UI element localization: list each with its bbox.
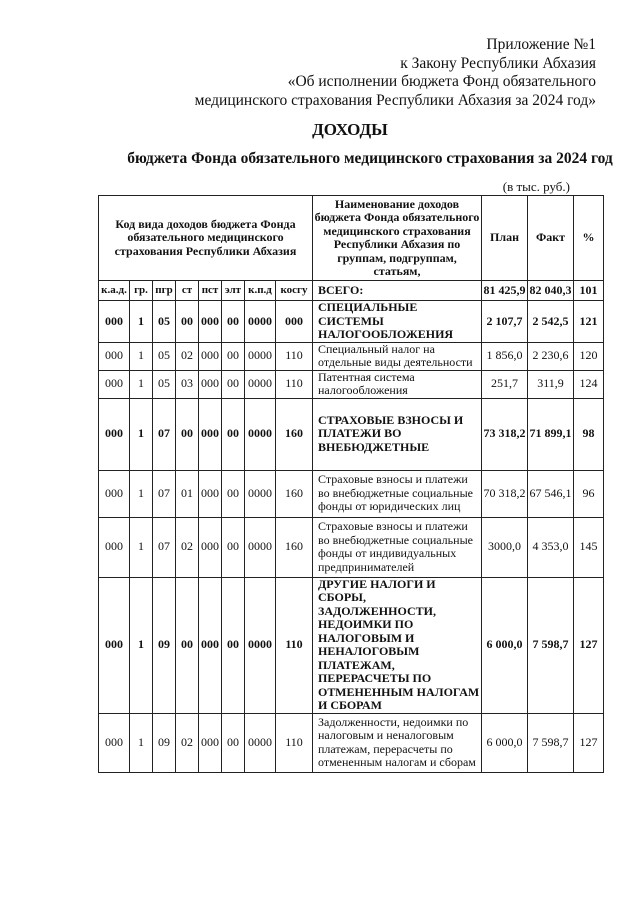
code-cell: 00 <box>176 301 199 343</box>
code-col-header: гр. <box>130 281 153 301</box>
table-row <box>99 713 604 772</box>
code-col-header: косгу <box>276 281 313 301</box>
code-cell: 0000 <box>245 517 276 577</box>
code-col-header: пгр <box>153 281 176 301</box>
code-col-header: ст <box>176 281 199 301</box>
pct-cell: 127 <box>574 577 604 713</box>
code-cell: 1 <box>130 517 153 577</box>
pct-cell: 145 <box>574 517 604 577</box>
plan-cell: 6 000,0 <box>482 713 528 772</box>
total-row <box>99 281 604 301</box>
name-cell: Задолженности, недоимки по налоговым и неналоговым платежам, перерасчеты по отмененным налогам и сборам <box>313 713 482 772</box>
header-row <box>99 196 604 281</box>
code-cell: 00 <box>222 301 245 343</box>
plan-cell: 6 000,0 <box>482 577 528 713</box>
code-cell: 000 <box>99 470 130 517</box>
fact-cell: 7 598,7 <box>528 713 574 772</box>
code-cell: 000 <box>99 342 130 370</box>
code-cell: 000 <box>99 301 130 343</box>
code-cell: 000 <box>199 301 222 343</box>
name-header: Наименование доходов бюджета Фонда обязательного медицинского страхования Республики Абхазия по группам, подгруппам, статьям, <box>313 196 482 281</box>
total-label: ВСЕГО: <box>313 281 482 301</box>
pct-cell: 96 <box>574 470 604 517</box>
code-cell: 110 <box>276 370 313 398</box>
fact-cell: 71 899,1 <box>528 398 574 470</box>
code-cell: 160 <box>276 398 313 470</box>
table-row <box>99 301 604 343</box>
name-cell: Патентная система налогообложения <box>313 370 482 398</box>
code-cell: 05 <box>153 342 176 370</box>
table-row <box>99 370 604 398</box>
code-cell: 0000 <box>245 577 276 713</box>
pct-header: % <box>574 196 604 281</box>
total-fact: 82 040,3 <box>528 281 574 301</box>
code-cell: 0000 <box>245 370 276 398</box>
code-cell: 00 <box>222 370 245 398</box>
code-cell: 1 <box>130 370 153 398</box>
code-cell: 03 <box>176 370 199 398</box>
total-pct: 101 <box>574 281 604 301</box>
pct-cell: 121 <box>574 301 604 343</box>
code-cell: 02 <box>176 342 199 370</box>
code-cell: 000 <box>99 577 130 713</box>
code-cell: 00 <box>222 342 245 370</box>
code-cell: 000 <box>199 370 222 398</box>
plan-header: План <box>482 196 528 281</box>
table-row <box>99 577 604 713</box>
name-cell: Специальный налог на отдельные виды деятельности <box>313 342 482 370</box>
code-cell: 07 <box>153 517 176 577</box>
code-cell: 00 <box>222 517 245 577</box>
code-cell: 0000 <box>245 301 276 343</box>
plan-cell: 2 107,7 <box>482 301 528 343</box>
name-cell: Страховые взносы и платежи во внебюджетные социальные фонды от юридических лиц <box>313 470 482 517</box>
name-cell: СПЕЦИАЛЬНЫЕ СИСТЕМЫ НАЛОГООБЛОЖЕНИЯ <box>313 301 482 343</box>
pct-cell: 127 <box>574 713 604 772</box>
fact-cell: 311,9 <box>528 370 574 398</box>
code-cell: 09 <box>153 577 176 713</box>
code-cell: 000 <box>99 517 130 577</box>
fact-header: Факт <box>528 196 574 281</box>
code-cell: 000 <box>276 301 313 343</box>
code-cell: 07 <box>153 398 176 470</box>
name-cell: Страховые взносы и платежи во внебюджетные социальные фонды от индивидуальных предпринимателей <box>313 517 482 577</box>
code-cell: 05 <box>153 370 176 398</box>
code-cell: 0000 <box>245 470 276 517</box>
code-cell: 000 <box>99 713 130 772</box>
table-row <box>99 517 604 577</box>
code-cell: 1 <box>130 301 153 343</box>
code-col-header: к.п.д <box>245 281 276 301</box>
code-col-header: элт <box>222 281 245 301</box>
plan-cell: 251,7 <box>482 370 528 398</box>
code-cell: 000 <box>199 398 222 470</box>
code-cell: 00 <box>176 398 199 470</box>
pct-cell: 98 <box>574 398 604 470</box>
total-plan: 81 425,9 <box>482 281 528 301</box>
pct-cell: 124 <box>574 370 604 398</box>
revenue-table <box>98 195 604 773</box>
plan-cell: 1 856,0 <box>482 342 528 370</box>
code-cell: 000 <box>199 517 222 577</box>
code-cell: 1 <box>130 342 153 370</box>
code-cell: 00 <box>222 470 245 517</box>
annex-line: «Об исполнении бюджета Фонд обязательного <box>287 73 596 90</box>
code-cell: 110 <box>276 577 313 713</box>
plan-cell: 73 318,2 <box>482 398 528 470</box>
fact-cell: 7 598,7 <box>528 577 574 713</box>
code-cell: 160 <box>276 517 313 577</box>
name-cell: ДРУГИЕ НАЛОГИ И СБОРЫ, ЗАДОЛЖЕННОСТИ, НЕДОИМКИ ПО НАЛОГОВЫМ И НЕНАЛОГОВЫМ ПЛАТЕЖАМ, ПЕРЕРАСЧЕТЫ ПО ОТМЕНЕННЫМ НАЛОГАМ И СБОРАМ <box>313 577 482 713</box>
document-title: ДОХОДЫ <box>312 120 388 139</box>
code-cell: 00 <box>222 398 245 470</box>
annex-note <box>195 36 596 110</box>
fact-cell: 2 542,5 <box>528 301 574 343</box>
code-cell: 110 <box>276 342 313 370</box>
table-row <box>99 470 604 517</box>
code-cell: 000 <box>199 577 222 713</box>
code-cell: 02 <box>176 517 199 577</box>
document-subtitle: бюджета Фонда обязательного медицинского страхования за 2024 год <box>127 150 613 167</box>
units-note: (в тыс. руб.) <box>502 179 570 194</box>
annex-line: Приложение №1 <box>486 36 596 53</box>
code-cell: 02 <box>176 713 199 772</box>
code-cell: 000 <box>99 370 130 398</box>
code-cell: 01 <box>176 470 199 517</box>
code-cell: 0000 <box>245 398 276 470</box>
code-cell: 07 <box>153 470 176 517</box>
code-col-header: пст <box>199 281 222 301</box>
code-cell: 1 <box>130 713 153 772</box>
table-row <box>99 398 604 470</box>
code-cell: 110 <box>276 713 313 772</box>
code-cell: 160 <box>276 470 313 517</box>
code-cell: 00 <box>222 713 245 772</box>
annex-line: к Закону Республики Абхазия <box>400 54 596 72</box>
code-cell: 1 <box>130 470 153 517</box>
annex-line: медицинского страхования Республики Абхазия за 2024 год» <box>194 91 596 109</box>
code-cell: 000 <box>199 713 222 772</box>
code-cell: 000 <box>199 342 222 370</box>
code-cell: 05 <box>153 301 176 343</box>
plan-cell: 3000,0 <box>482 517 528 577</box>
code-col-header: к.а.д. <box>99 281 130 301</box>
fact-cell: 2 230,6 <box>528 342 574 370</box>
table-row <box>99 342 604 370</box>
code-cell: 09 <box>153 713 176 772</box>
code-cell: 000 <box>99 398 130 470</box>
fact-cell: 4 353,0 <box>528 517 574 577</box>
code-cell: 00 <box>176 577 199 713</box>
name-cell: СТРАХОВЫЕ ВЗНОСЫ И ПЛАТЕЖИ ВО ВНЕБЮДЖЕТНЫЕ <box>313 398 482 470</box>
fact-cell: 67 546,1 <box>528 470 574 517</box>
code-cell: 000 <box>199 470 222 517</box>
plan-cell: 70 318,2 <box>482 470 528 517</box>
pct-cell: 120 <box>574 342 604 370</box>
code-header: Код вида доходов бюджета Фонда обязательного медицинского страхования Республики Абхазия <box>99 196 313 281</box>
code-cell: 00 <box>222 577 245 713</box>
code-cell: 1 <box>130 577 153 713</box>
code-cell: 0000 <box>245 713 276 772</box>
code-cell: 1 <box>130 398 153 470</box>
code-cell: 0000 <box>245 342 276 370</box>
